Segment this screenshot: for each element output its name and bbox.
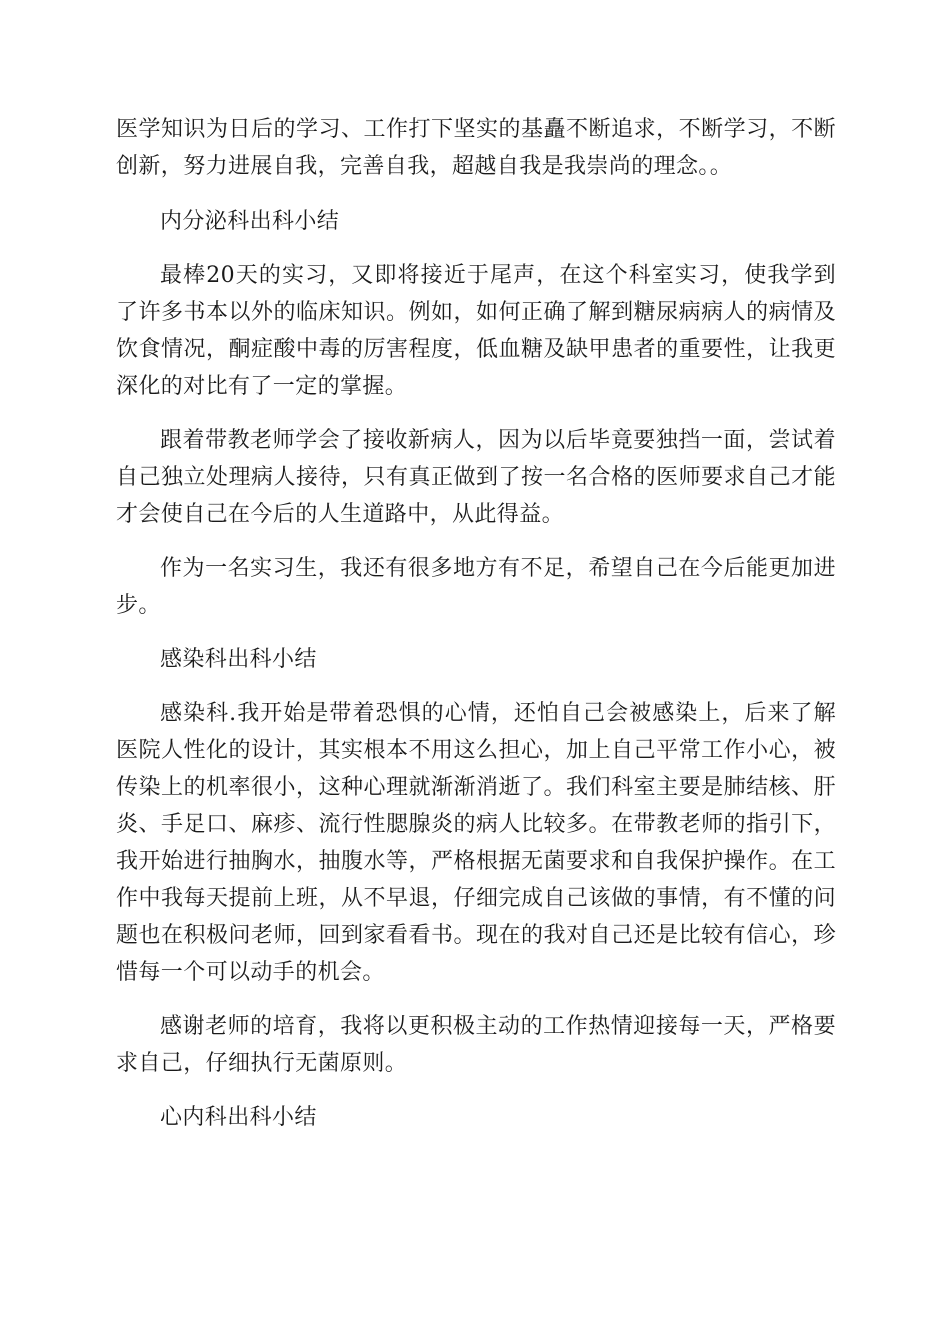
paragraph-continuation: 医学知识为日后的学习、工作打下坚实的基矗不断追求，不断学习，不断创新，努力进展自我，完善自我，超越自我是我崇尚的理念。。 — [116, 117, 836, 179]
paragraph-endocrinology-3: 作为一名实习生，我还有很多地方有不足，希望自己在今后能更加进步。 — [116, 556, 836, 618]
paragraph-endocrinology-2: 跟着带教老师学会了接收新病人，因为以后毕竟要独挡一面，尝试着自己独立处理病人接待，只有真正做到了按一名合格的医师要求自己才能才会使自己在今后的人生道路中，从此得益。 — [116, 428, 836, 527]
section-heading-infectious: 感染科出科小结 — [160, 647, 317, 672]
paragraph-infectious-1: 感染科.我开始是带着恐惧的心情，还怕自己会被感染上，后来了解医院人性化的设计，其实根本不用这么担心，加上自己平常工作小心，被传染上的机率很小，这种心理就渐渐消逝了。我们科室主要是肺结核、肝炎、手足口、麻疹、流行性腮腺炎的病人比较多。在带教老师的指引下，我开始进行抽胸水，抽腹水等，严格根据无菌要求和自我保护操作。在工作中我每天提前上班，从不早退，仔细完成自己该做的事情，有不懂的问题也在积极问老师，回到家看看书。现在的我对自己还是比较有信心，珍惜每一个可以动手的机会。 — [116, 701, 836, 985]
section-heading-cardiology: 心内科出科小结 — [160, 1105, 317, 1130]
paragraph-endocrinology-1: 最棒20天的实习，又即将接近于尾声，在这个科室实习，使我学到了许多书本以外的临床知识。例如，如何正确了解到糖尿病病人的病情及饮食情况，酮症酸中毒的厉害程度，低血糖及缺甲患者的重要性，让我更深化的对比有了一定的掌握。 — [116, 263, 836, 399]
paragraph-infectious-2: 感谢老师的培育，我将以更积极主动的工作热情迎接每一天，严格要求自己，仔细执行无菌原则。 — [116, 1014, 836, 1076]
section-heading-endocrinology: 内分泌科出科小结 — [160, 209, 340, 234]
document-body — [116, 111, 836, 1136]
